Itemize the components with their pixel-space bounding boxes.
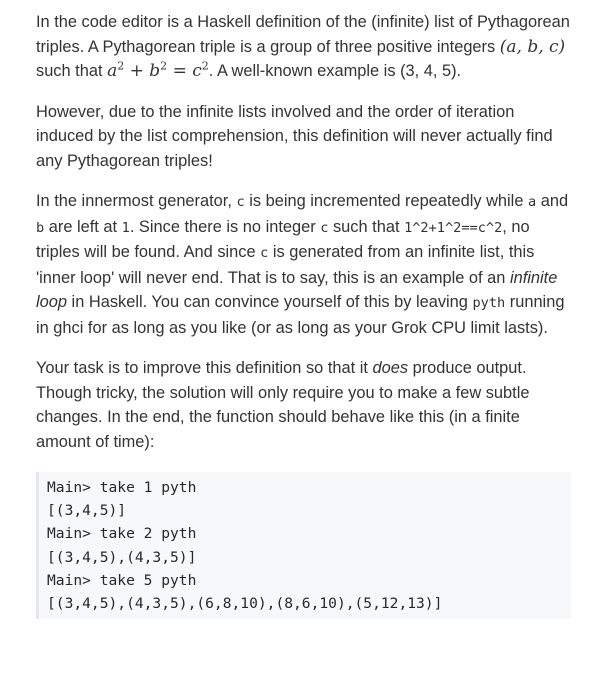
emphasis-text: infinite loop — [36, 268, 558, 311]
inline-code: 1^2+1^2==c^2 — [404, 219, 503, 236]
task-paragraph: Your task is to improve this definition so that it does produce output. Though tricky, the solution will only require you to make a few subtle changes. In the end, the function should behave like this (in a finite amount of time): — [36, 359, 530, 451]
math-tuple: (a, b, c) — [499, 36, 566, 57]
inline-code: c — [260, 245, 269, 261]
inline-code: pyth — [472, 295, 506, 311]
inline-code: 1 — [121, 219, 130, 236]
intro-paragraph — [36, 10, 571, 84]
explanation-paragraph: In the innermost generator, c is being incremented repeatedly while a and b are left at 1. Since there is no integer c such that 1^2+1^2==c^2, no triples will be found. And since c is generated from an infinite list, this 'inner loop' will never end. That is to say, this is an example of an infinite loop in Haskell. You can convince yourself of this by leaving pyth running in ghci for as long as you like (or as long as your Grok CPU limit lasts). — [36, 192, 569, 337]
code-line: Main> take 1 pyth — [47, 479, 197, 496]
example-code-block — [36, 472, 571, 619]
inline-code: c — [236, 194, 245, 210]
intro-text-3: . A well-known example is (3, 4, 5). — [208, 62, 462, 80]
problem-paragraph: However, due to the infinite lists involved and the order of iteration induced by the list comprehension, this definition will never actually find any Pythagorean triples! — [36, 102, 553, 170]
code-line: [(3,4,5),(4,3,5),(6,8,10),(8,6,10),(5,12,13)] — [47, 595, 443, 613]
code-line: [(3,4,5),(4,3,5)] — [47, 548, 197, 566]
code-line: Main> take 2 pyth — [47, 525, 197, 543]
intro-text-2: such that — [36, 62, 108, 80]
intro-text: In the code editor is a Haskell definition of the (infinite) list of Pythagorean triples. A Pythagorean triple is a group of three positive integers — [36, 13, 570, 56]
math-equation: $a^2 + b^2 = c^2$ — [107, 59, 209, 81]
inline-code: a — [528, 194, 537, 210]
code-line: Main> take 5 pyth — [47, 571, 197, 589]
emphasis-text: does — [372, 359, 409, 377]
inline-code: c — [320, 219, 329, 236]
inline-code: b — [36, 219, 45, 236]
code-line: [(3,4,5)] — [47, 502, 127, 520]
